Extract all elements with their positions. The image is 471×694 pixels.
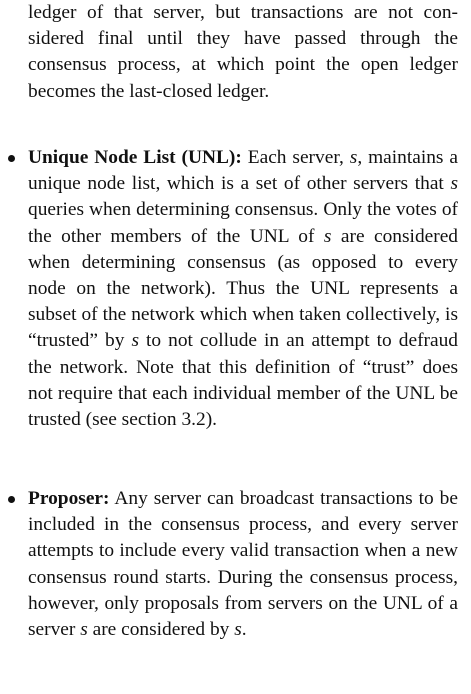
term-label: Proposer: [28, 488, 110, 509]
bullet-icon [8, 155, 15, 162]
continuation-paragraph: ledger of that server, but transactions are not considered final until they have passed through the consensus process, at which point the open ledger becomes the last-closed ledger. [28, 2, 458, 102]
text-run: Any server can broadcast transactions to be included in the consensus process, and every server attempts to include every valid transaction when a new consensus round starts. During the consensus process, however, only proposals from servers on the UNL of a server [28, 488, 458, 641]
proposer-paragraph [28, 486, 458, 643]
variable-s: s [450, 173, 458, 195]
bullet-icon [8, 496, 15, 503]
list-item-unl [28, 145, 458, 433]
variable-s: s [349, 147, 358, 168]
text-run: are considered by [87, 619, 235, 641]
variable-s: s [234, 619, 242, 641]
text-run: are considered when determining consensus (as opposed to every node on the network). Thus the UNL represents a subset of the network which when taken collectively, is “trusted” by [28, 225, 458, 352]
list-item-proposer [28, 486, 458, 643]
variable-s: s [323, 225, 332, 247]
text-run: . [241, 619, 247, 641]
variable-s: s [131, 330, 139, 352]
unl-paragraph [28, 145, 458, 433]
term-label: Unique Node List (UNL): [28, 147, 242, 168]
text-run: to not collude in an attempt to defraud the network. Note that this definition of “trust” does not require that each individual member of the UNL be trusted (see section 3.2). [28, 330, 458, 431]
text-run: , maintains a unique node list, which is a set of other servers that [28, 147, 458, 195]
text-run: queries when determining consensus. Only the votes of the other members of the UNL of [28, 199, 458, 247]
variable-s: s [80, 619, 88, 641]
text-run: Each server, [241, 147, 350, 168]
